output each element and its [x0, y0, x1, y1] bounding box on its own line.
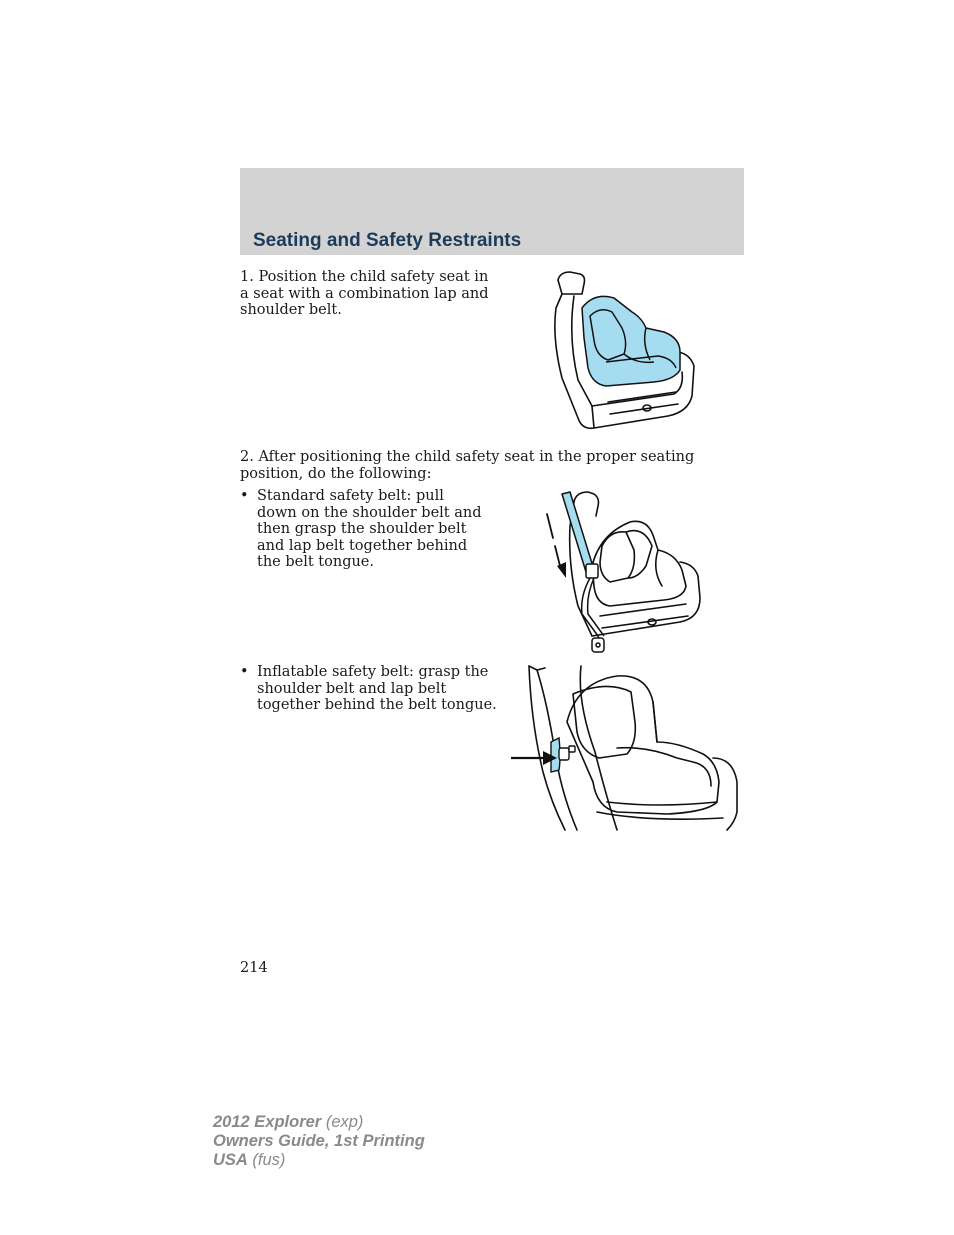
standard-belt-pull-down-illustration	[540, 486, 705, 656]
step-1-text: 1. Position the child safety seat in a seat with a combination lap and shoulder belt.	[240, 269, 489, 319]
bullet-text: Inflatable safety belt: grasp the shoulder belt and lap belt together behind the belt tongue.	[257, 664, 497, 714]
section-header-band	[240, 168, 744, 255]
bullet-marker: •	[240, 488, 249, 504]
bullet-text: Standard safety belt: pull down on the shoulder belt and then grasp the shoulder belt and lap belt together behind the belt tongue.	[257, 488, 482, 571]
document-footer	[213, 1113, 425, 1170]
page-number: 214	[240, 960, 268, 976]
footer-model-code: (exp)	[321, 1113, 364, 1131]
section-title: Seating and Safety Restraints	[253, 230, 522, 251]
child-seat-in-vehicle-seat-illustration	[548, 268, 698, 436]
footer-printing: Owners Guide, 1st Printing	[213, 1132, 425, 1150]
footer-line-3	[213, 1151, 425, 1170]
bullet-marker: •	[240, 664, 249, 680]
footer-market-code: (fus)	[247, 1151, 286, 1169]
inflatable-belt-illustration	[507, 662, 744, 832]
footer-model: 2012 Explorer	[213, 1113, 322, 1131]
footer-market: USA	[213, 1151, 248, 1169]
step-2-text: 2. After positioning the child safety seat in the proper seating position, do the following:	[240, 449, 695, 482]
footer-line-2	[213, 1132, 425, 1151]
footer-line-1	[213, 1113, 425, 1132]
